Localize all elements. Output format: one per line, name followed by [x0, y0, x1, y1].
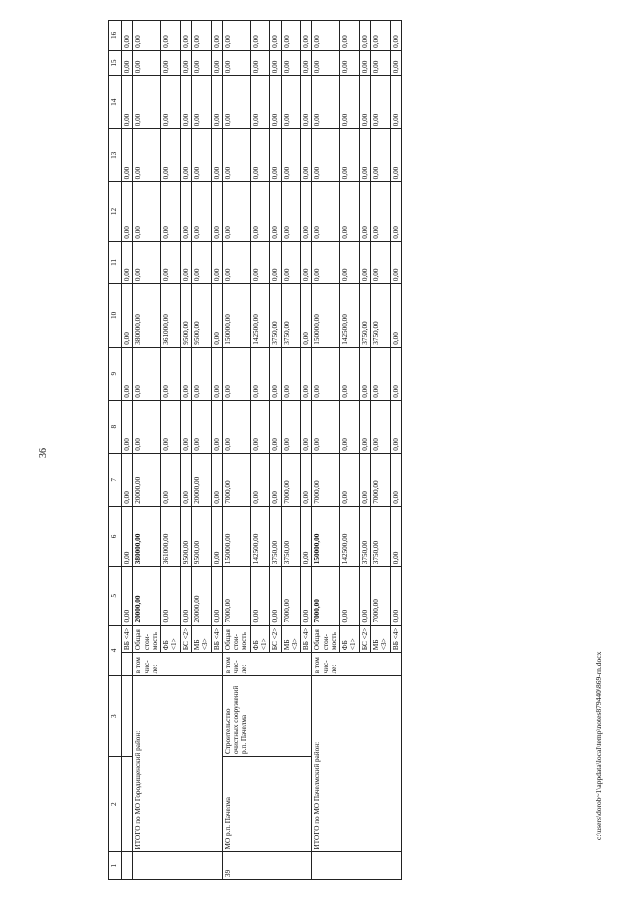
value-cell: 0,00	[180, 241, 191, 283]
value-cell: 0,00	[211, 50, 222, 75]
value-cell: 142500,00	[340, 506, 360, 566]
value-cell: 0,00	[180, 76, 191, 129]
value-cell: 0,00	[191, 129, 211, 182]
cell-c4a: в том чис-ле:	[222, 653, 312, 676]
cell-c4b: Общая стои-мость	[222, 625, 250, 653]
header-cell: 15	[109, 50, 122, 75]
value-cell: 0,00	[340, 129, 360, 182]
value-cell: 0,00	[211, 567, 222, 625]
value-cell: 0,00	[390, 567, 401, 625]
value-cell: 0,00	[133, 76, 161, 129]
header-row	[109, 21, 122, 880]
value-cell: 3750,00	[270, 284, 281, 348]
value-cell: 0,00	[180, 21, 191, 51]
value-cell: 0,00	[390, 506, 401, 566]
value-cell: 142500,00	[250, 284, 270, 348]
value-cell: 0,00	[222, 129, 250, 182]
cell-c2	[122, 757, 133, 852]
cell-c4b: БС <2>	[359, 625, 370, 653]
value-cell: 0,00	[359, 21, 370, 51]
value-cell: 0,00	[301, 453, 312, 506]
value-cell: 9500,00	[180, 506, 191, 566]
table-row	[133, 21, 161, 880]
value-cell: 0,00	[359, 50, 370, 75]
value-cell: 0,00	[301, 129, 312, 182]
value-cell: 0,00	[211, 241, 222, 283]
value-cell: 0,00	[301, 241, 312, 283]
cell-c4b: Общая стои-мость	[133, 625, 161, 653]
value-cell: 0,00	[122, 400, 133, 453]
value-cell: 0,00	[250, 567, 270, 625]
value-cell: 0,00	[281, 50, 301, 75]
value-cell: 0,00	[222, 76, 250, 129]
value-cell: 0,00	[222, 50, 250, 75]
cell-c1	[312, 852, 402, 880]
value-cell: 0,00	[312, 76, 340, 129]
value-cell: 0,00	[312, 400, 340, 453]
value-cell: 0,00	[191, 50, 211, 75]
value-cell: 0,00	[359, 241, 370, 283]
value-cell: 0,00	[390, 453, 401, 506]
value-cell: 0,00	[211, 21, 222, 51]
value-cell: 142500,00	[250, 506, 270, 566]
cell-c2: ИТОГО по МО Пачелмский район:	[312, 676, 402, 852]
value-cell: 0,00	[270, 182, 281, 241]
value-cell: 0,00	[250, 21, 270, 51]
cell-c3	[122, 676, 133, 757]
cell-c4a: в том чис-ле:	[312, 653, 402, 676]
value-cell: 0,00	[312, 347, 340, 400]
value-cell: 0,00	[122, 241, 133, 283]
page-number: 36	[38, 448, 49, 458]
value-cell: 150000,00	[312, 284, 340, 348]
value-cell: 0,00	[133, 182, 161, 241]
value-cell: 0,00	[340, 182, 360, 241]
value-cell: 0,00	[340, 453, 360, 506]
value-cell: 0,00	[250, 241, 270, 283]
header-cell: 8	[109, 400, 122, 453]
value-cell: 7000,00	[222, 567, 250, 625]
value-cell: 3750,00	[359, 284, 370, 348]
value-cell: 0,00	[211, 129, 222, 182]
header-cell: 5	[109, 567, 122, 625]
cell-c4a: в том чис-ле:	[133, 653, 223, 676]
footer-path: c:\users\dorob~1\appdata\local\temp\notes879440\869-rn.docx	[594, 651, 603, 840]
cell-c1: 39	[222, 852, 312, 880]
value-cell: 0,00	[122, 21, 133, 51]
value-cell: 0,00	[270, 567, 281, 625]
value-cell: 0,00	[270, 400, 281, 453]
value-cell: 7000,00	[371, 453, 391, 506]
cell-c2: ИТОГО по МО Городищенский район:	[133, 676, 223, 852]
value-cell: 0,00	[122, 567, 133, 625]
value-cell: 0,00	[340, 347, 360, 400]
value-cell: 150000,00	[312, 506, 340, 566]
cell-c4b: МБ <3>	[191, 625, 211, 653]
value-cell: 0,00	[191, 21, 211, 51]
value-cell: 0,00	[390, 50, 401, 75]
value-cell: 0,00	[270, 453, 281, 506]
value-cell: 0,00	[122, 182, 133, 241]
value-cell: 0,00	[270, 241, 281, 283]
value-cell: 150000,00	[222, 284, 250, 348]
value-cell: 0,00	[281, 400, 301, 453]
cell-c4b: ВБ <4>	[301, 625, 312, 653]
value-cell: 0,00	[390, 21, 401, 51]
value-cell: 0,00	[340, 76, 360, 129]
header-cell: 16	[109, 21, 122, 51]
value-cell: 0,00	[270, 76, 281, 129]
value-cell: 0,00	[122, 129, 133, 182]
value-cell: 0,00	[281, 182, 301, 241]
value-cell: 150000,00	[222, 506, 250, 566]
value-cell: 7000,00	[312, 453, 340, 506]
value-cell: 0,00	[122, 50, 133, 75]
cell-c1	[122, 852, 133, 880]
table-row	[312, 21, 340, 880]
cell-c4b: ВБ <4>	[122, 625, 133, 653]
table-row	[122, 21, 133, 880]
value-cell: 0,00	[301, 284, 312, 348]
header-cell: 4	[109, 625, 122, 676]
value-cell: 0,00	[222, 182, 250, 241]
value-cell: 20000,00	[191, 453, 211, 506]
value-cell: 0,00	[340, 567, 360, 625]
value-cell: 0,00	[312, 21, 340, 51]
value-cell: 0,00	[359, 76, 370, 129]
value-cell: 0,00	[211, 506, 222, 566]
value-cell: 0,00	[390, 400, 401, 453]
value-cell: 0,00	[250, 50, 270, 75]
header-cell: 10	[109, 284, 122, 348]
value-cell: 0,00	[390, 129, 401, 182]
value-cell: 9500,00	[191, 284, 211, 348]
value-cell: 0,00	[390, 76, 401, 129]
value-cell: 0,00	[250, 182, 270, 241]
value-cell: 0,00	[191, 347, 211, 400]
value-cell: 0,00	[122, 347, 133, 400]
value-cell: 0,00	[270, 129, 281, 182]
header-cell: 13	[109, 129, 122, 182]
value-cell: 0,00	[359, 567, 370, 625]
value-cell: 361000,00	[161, 506, 181, 566]
value-cell: 9500,00	[191, 506, 211, 566]
value-cell: 0,00	[340, 21, 360, 51]
value-cell: 0,00	[133, 21, 161, 51]
value-cell: 0,00	[281, 129, 301, 182]
value-cell: 0,00	[359, 453, 370, 506]
value-cell: 0,00	[250, 76, 270, 129]
value-cell: 0,00	[371, 76, 391, 129]
value-cell: 0,00	[301, 76, 312, 129]
value-cell: 0,00	[211, 284, 222, 348]
value-cell: 3750,00	[359, 506, 370, 566]
budget-table	[108, 20, 402, 880]
value-cell: 0,00	[301, 567, 312, 625]
value-cell: 0,00	[211, 400, 222, 453]
value-cell: 380000,00	[133, 506, 161, 566]
cell-c4b: ФБ <1>	[161, 625, 181, 653]
value-cell: 0,00	[222, 400, 250, 453]
value-cell: 0,00	[270, 347, 281, 400]
value-cell: 361000,00	[161, 284, 181, 348]
value-cell: 0,00	[270, 21, 281, 51]
value-cell: 0,00	[371, 400, 391, 453]
cell-c4b: БС <2>	[270, 625, 281, 653]
value-cell: 0,00	[301, 400, 312, 453]
value-cell: 0,00	[281, 76, 301, 129]
value-cell: 0,00	[250, 453, 270, 506]
value-cell: 0,00	[180, 453, 191, 506]
value-cell: 0,00	[161, 400, 181, 453]
value-cell: 0,00	[161, 76, 181, 129]
value-cell: 0,00	[122, 76, 133, 129]
value-cell: 0,00	[359, 129, 370, 182]
value-cell: 9500,00	[180, 284, 191, 348]
value-cell: 0,00	[180, 182, 191, 241]
value-cell: 3750,00	[281, 284, 301, 348]
value-cell: 0,00	[133, 129, 161, 182]
value-cell: 0,00	[211, 453, 222, 506]
value-cell: 0,00	[312, 241, 340, 283]
cell-c3: Строительство очистных сооружений р.п. Пачелма	[222, 676, 312, 757]
value-cell: 0,00	[371, 21, 391, 51]
value-cell: 0,00	[250, 347, 270, 400]
value-cell: 20000,00	[191, 567, 211, 625]
value-cell: 0,00	[133, 347, 161, 400]
value-cell: 0,00	[191, 400, 211, 453]
value-cell: 20000,00	[133, 453, 161, 506]
cell-c4a	[122, 653, 133, 676]
cell-c4b: ФБ <1>	[340, 625, 360, 653]
value-cell: 3750,00	[371, 284, 391, 348]
header-cell: 6	[109, 506, 122, 566]
value-cell: 0,00	[301, 182, 312, 241]
value-cell: 3750,00	[281, 506, 301, 566]
value-cell: 0,00	[250, 400, 270, 453]
value-cell: 0,00	[180, 129, 191, 182]
value-cell: 0,00	[122, 453, 133, 506]
rotated-table-wrapper	[108, 20, 508, 880]
header-cell: 7	[109, 453, 122, 506]
value-cell: 0,00	[340, 400, 360, 453]
cell-c4b: МБ <3>	[371, 625, 391, 653]
value-cell: 7000,00	[312, 567, 340, 625]
value-cell: 0,00	[211, 182, 222, 241]
header-cell: 12	[109, 182, 122, 241]
value-cell: 0,00	[161, 182, 181, 241]
value-cell: 0,00	[371, 50, 391, 75]
value-cell: 0,00	[133, 50, 161, 75]
value-cell: 0,00	[281, 21, 301, 51]
cell-c4b: ВБ <4>	[390, 625, 401, 653]
value-cell: 0,00	[161, 50, 181, 75]
value-cell: 0,00	[180, 50, 191, 75]
value-cell: 380000,00	[133, 284, 161, 348]
value-cell: 7000,00	[281, 453, 301, 506]
value-cell: 0,00	[371, 241, 391, 283]
value-cell: 0,00	[371, 182, 391, 241]
value-cell: 0,00	[312, 129, 340, 182]
value-cell: 0,00	[191, 241, 211, 283]
value-cell: 0,00	[359, 182, 370, 241]
cell-c2: МО р.п. Пачелма	[222, 757, 312, 852]
value-cell: 0,00	[390, 347, 401, 400]
value-cell: 7000,00	[371, 567, 391, 625]
value-cell: 0,00	[191, 76, 211, 129]
value-cell: 0,00	[161, 567, 181, 625]
value-cell: 0,00	[270, 50, 281, 75]
header-cell: 3	[109, 676, 122, 757]
value-cell: 0,00	[390, 284, 401, 348]
value-cell: 0,00	[180, 567, 191, 625]
value-cell: 3750,00	[371, 506, 391, 566]
value-cell: 0,00	[161, 129, 181, 182]
value-cell: 0,00	[133, 241, 161, 283]
cell-c4b: ФБ <1>	[250, 625, 270, 653]
value-cell: 0,00	[390, 182, 401, 241]
value-cell: 0,00	[340, 50, 360, 75]
cell-c4b: БС <2>	[180, 625, 191, 653]
cell-c4b: Общая стои-мость	[312, 625, 340, 653]
header-cell: 1	[109, 852, 122, 880]
value-cell: 0,00	[281, 347, 301, 400]
header-cell: 11	[109, 241, 122, 283]
value-cell: 0,00	[211, 76, 222, 129]
value-cell: 0,00	[222, 21, 250, 51]
value-cell: 0,00	[122, 284, 133, 348]
value-cell: 0,00	[371, 129, 391, 182]
value-cell: 0,00	[312, 182, 340, 241]
value-cell: 0,00	[301, 347, 312, 400]
value-cell: 0,00	[180, 400, 191, 453]
value-cell: 0,00	[250, 129, 270, 182]
cell-c4b: МБ <3>	[281, 625, 301, 653]
value-cell: 7000,00	[281, 567, 301, 625]
value-cell: 0,00	[191, 182, 211, 241]
value-cell: 0,00	[371, 347, 391, 400]
value-cell: 0,00	[161, 453, 181, 506]
value-cell: 20000,00	[133, 567, 161, 625]
value-cell: 0,00	[211, 347, 222, 400]
table-body	[109, 21, 402, 880]
table-row	[222, 21, 250, 880]
value-cell: 0,00	[133, 400, 161, 453]
value-cell: 0,00	[301, 21, 312, 51]
value-cell: 0,00	[301, 506, 312, 566]
value-cell: 0,00	[161, 241, 181, 283]
cell-c4b: ВБ <4>	[211, 625, 222, 653]
value-cell: 142500,00	[340, 284, 360, 348]
value-cell: 0,00	[340, 241, 360, 283]
value-cell: 0,00	[122, 506, 133, 566]
value-cell: 0,00	[359, 400, 370, 453]
header-cell: 2	[109, 757, 122, 852]
value-cell: 0,00	[161, 347, 181, 400]
value-cell: 0,00	[359, 347, 370, 400]
value-cell: 0,00	[161, 21, 181, 51]
value-cell: 0,00	[222, 347, 250, 400]
value-cell: 0,00	[312, 50, 340, 75]
value-cell: 0,00	[222, 241, 250, 283]
value-cell: 0,00	[180, 347, 191, 400]
value-cell: 3750,00	[270, 506, 281, 566]
value-cell: 0,00	[390, 241, 401, 283]
cell-c1	[133, 852, 223, 880]
value-cell: 0,00	[301, 50, 312, 75]
value-cell: 7000,00	[222, 453, 250, 506]
header-cell: 14	[109, 76, 122, 129]
value-cell: 0,00	[281, 241, 301, 283]
header-cell: 9	[109, 347, 122, 400]
